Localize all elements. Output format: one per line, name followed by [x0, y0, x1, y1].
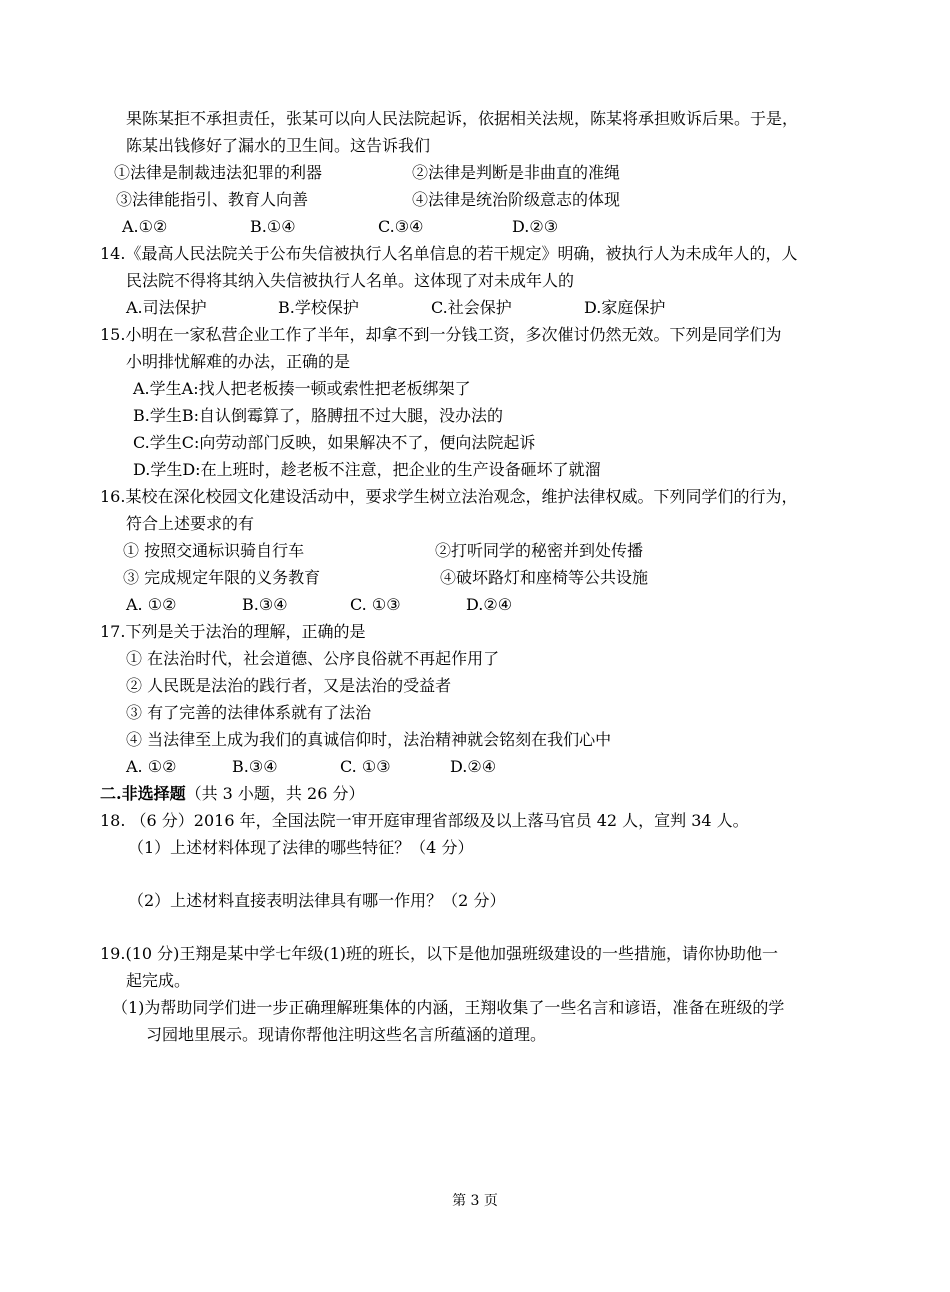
- q15-line-2: 小明排忧解难的办法，正确的是: [126, 352, 351, 371]
- q13-option-a: A.①②: [122, 217, 168, 236]
- q17-option-b: B.③④: [232, 757, 278, 776]
- section-heading-note: （共 3 小题，共 26 分）: [185, 784, 365, 803]
- q13-option-b: B.①④: [250, 217, 296, 236]
- q13-statement-3: ③法律能指引、教育人向善: [116, 190, 309, 209]
- q17-statement-4: ④ 当法律至上成为我们的真诚信仰时，法治精神就会铭刻在我们心中: [126, 730, 612, 749]
- q17-option-a: A. ①②: [126, 757, 177, 776]
- q15-line-1: 15.小明在一家私营企业工作了半年，却拿不到一分钱工资，多次催讨仍然无效。下列是同学们为: [100, 325, 782, 344]
- q16-statement-3: ③ 完成规定年限的义务教育: [123, 568, 321, 587]
- section-heading-title: 二.非选择题: [100, 784, 186, 803]
- q13-line-2: 陈某出钱修好了漏水的卫生间。这告诉我们: [126, 136, 431, 155]
- q17-statement-3: ③ 有了完善的法律体系就有了法治: [126, 703, 372, 722]
- q19-line-2: 起完成。: [126, 971, 191, 990]
- q13-statement-4: ④法律是统治阶级意志的体现: [412, 190, 621, 209]
- q14-line-1: 14.《最高人民法院关于公布失信被执行人名单信息的若干规定》明确，被执行人为未成年人的，人: [100, 244, 798, 263]
- q17-line-1: 17.下列是关于法治的理解，正确的是: [100, 622, 366, 641]
- q16-option-a: A. ①②: [126, 595, 177, 614]
- q19-line-1: 19.(10 分)王翔是某中学七年级(1)班的班长，以下是他加强班级建设的一些措施，请你协助他一: [100, 944, 779, 963]
- section-heading: [100, 783, 364, 805]
- q14-option-d: D.家庭保护: [584, 298, 666, 317]
- q13-line-1: 果陈某拒不承担责任，张某可以向人民法院起诉，依据相关法规，陈某将承担败诉后果。于是，: [126, 109, 799, 128]
- q18-sub-1: （1）上述材料体现了法律的哪些特征？（4 分）: [128, 838, 474, 857]
- q17-statement-1: ① 在法治时代，社会道德、公序良俗就不再起作用了: [126, 649, 500, 668]
- q13-option-d: D.②③: [512, 217, 559, 236]
- page-number: 第 3 页: [452, 1193, 498, 1209]
- q13-option-c: C.③④: [378, 217, 424, 236]
- q17-option-c: C. ①③: [340, 757, 391, 776]
- q13-statement-1: ①法律是制裁违法犯罪的利器: [114, 163, 323, 182]
- q17-option-d: D.②④: [450, 757, 497, 776]
- q19-sub-1-line-2: 习园地里展示。现请你帮他注明这些名言所蕴涵的道理。: [146, 1025, 547, 1044]
- q18-sub-2: （2）上述材料直接表明法律具有哪一作用？（2 分）: [128, 891, 506, 910]
- q14-option-b: B.学校保护: [278, 298, 359, 317]
- q16-option-b: B.③④: [242, 595, 288, 614]
- q16-statement-4: ④破坏路灯和座椅等公共设施: [440, 568, 649, 587]
- q15-option-c: C.学生C:向劳动部门反映，如果解决不了，便向法院起诉: [133, 433, 536, 452]
- q15-option-a: A.学生A:找人把老板揍一顿或索性把老板绑架了: [133, 379, 471, 398]
- q13-statement-2: ②法律是判断是非曲直的准绳: [412, 163, 621, 182]
- q15-option-d: D.学生D:在上班时，趁老板不注意，把企业的生产设备砸坏了就溜: [133, 460, 601, 479]
- q17-statement-2: ② 人民既是法治的践行者，又是法治的受益者: [126, 676, 452, 695]
- q16-option-d: D.②④: [466, 595, 513, 614]
- q16-statement-2: ②打听同学的秘密并到处传播: [435, 541, 644, 560]
- q14-line-2: 民法院不得将其纳入失信被执行人名单。这体现了对未成年人的: [126, 271, 575, 290]
- q18-line-1: 18. （6 分）2016 年，全国法院一审开庭审理省部级及以上落马官员 42 人，宣判 34 人。: [100, 811, 749, 830]
- q16-option-c: C. ①③: [350, 595, 401, 614]
- q16-statement-1: ① 按照交通标识骑自行车: [123, 541, 305, 560]
- q16-line-2: 符合上述要求的有: [126, 514, 255, 533]
- q14-option-a: A.司法保护: [126, 298, 207, 317]
- q19-sub-1-line-1: （1)为帮助同学们进一步正确理解班集体的内涵，王翔收集了一些名言和谚语，准备在班级的学: [112, 998, 785, 1017]
- q15-option-b: B.学生B:自认倒霉算了，胳膊扭不过大腿，没办法的: [133, 406, 503, 425]
- q14-option-c: C.社会保护: [431, 298, 512, 317]
- q16-line-1: 16.某校在深化校园文化建设活动中，要求学生树立法治观念，维护法律权威。下列同学们的行为，: [100, 487, 798, 506]
